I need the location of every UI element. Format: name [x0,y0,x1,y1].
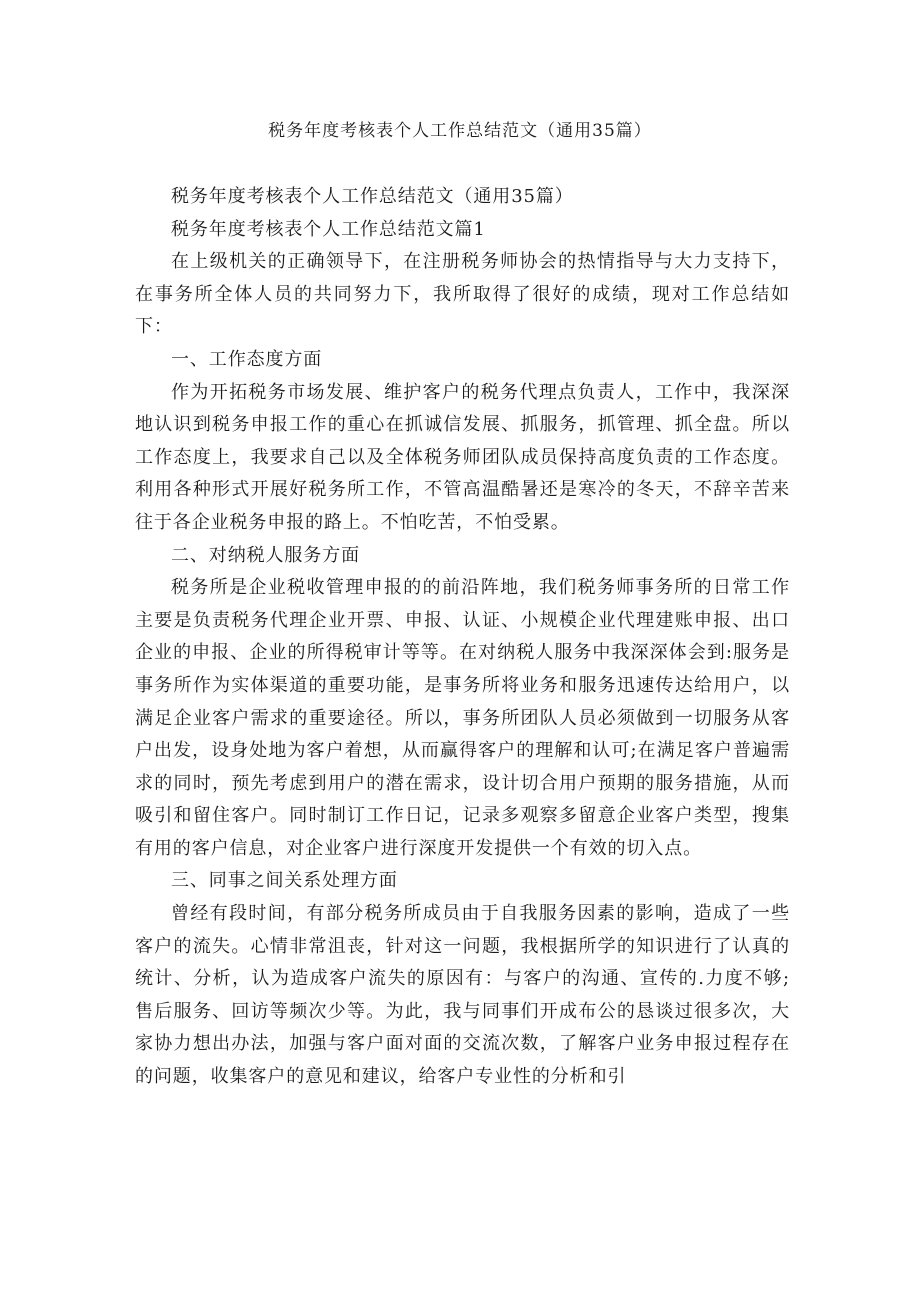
paragraph-work-attitude: 作为开拓税务市场发展、维护客户的税务代理点负责人，工作中，我深深地认识到税务申报工作的重心在抓诚信发展、抓服务，抓管理、抓全盘。所以工作态度上，我要求自己以及全体税务师团队成员保持高度负责的工作态度。利用各种形式开展好税务所工作，不管高温酷暑还是寒冷的冬天，不辞辛苦来往于各企业税务申报的路上。不怕吃苦，不怕受累。 [135,381,790,533]
document-title: 税务年度考核表个人工作总结范文（通用35篇） [268,121,652,141]
heading-work-attitude: 一、工作态度方面 [171,348,323,370]
subtitle-line: 税务年度考核表个人工作总结范文（通用35篇） [171,186,574,207]
heading-colleague-relations: 三、同事之间关系处理方面 [171,870,398,892]
paragraph-colleague-relations: 曾经有段时间，有部分税务所成员由于自我服务因素的影响，造成了一些客户的流失。心情非常沮丧，针对这一问题，我根据所学的知识进行了认真的统计、分析，认为造成客户流失的原因有：与客户的沟通、宣传的.力度不够;售后服务、回访等频次少等。为此，我与同事们开成布公的恳谈过很多次，大家协力想出办法，加强与客户面对面的交流次数，了解客户业务申报过程存在的问题，收集客户的意见和建议，给客户专业性的分析和引 [135,903,790,1088]
paragraph-taxpayer-service: 税务所是企业税收管理申报的的前沿阵地，我们税务师事务所的日常工作主要是负责税务代理企业开票、申报、认证、小规模企业代理建账申报、出口企业的申报、企业的所得税审计等等。在对纳税人服务中我深深体会到:服务是事务所作为实体渠道的重要功能，是事务所将业务和服务迅速传达给用户，以满足企业客户需求的重要途径。所以，事务所团队人员必须做到一切服务从客户出发，设身处地为客户着想，从而赢得客户的理解和认可;在满足客户普遍需求的同时，预先考虑到用户的潜在需求，设计切合用户预期的服务措施，从而吸引和留住客户。同时制订工作日记，记录多观察多留意企业客户类型，搜集有用的客户信息，对企业客户进行深度开发提供一个有效的切入点。 [135,577,790,859]
section-title-article-1: 税务年度考核表个人工作总结范文篇1 [171,218,486,240]
paragraph-intro: 在上级机关的正确领导下，在注册税务师协会的热情指导与大力支持下，在事务所全体人员的共同努力下，我所取得了很好的成绩，现对工作总结如下： [135,251,790,338]
document-body [135,181,790,1094]
heading-taxpayer-service: 二、对纳税人服务方面 [171,544,360,566]
